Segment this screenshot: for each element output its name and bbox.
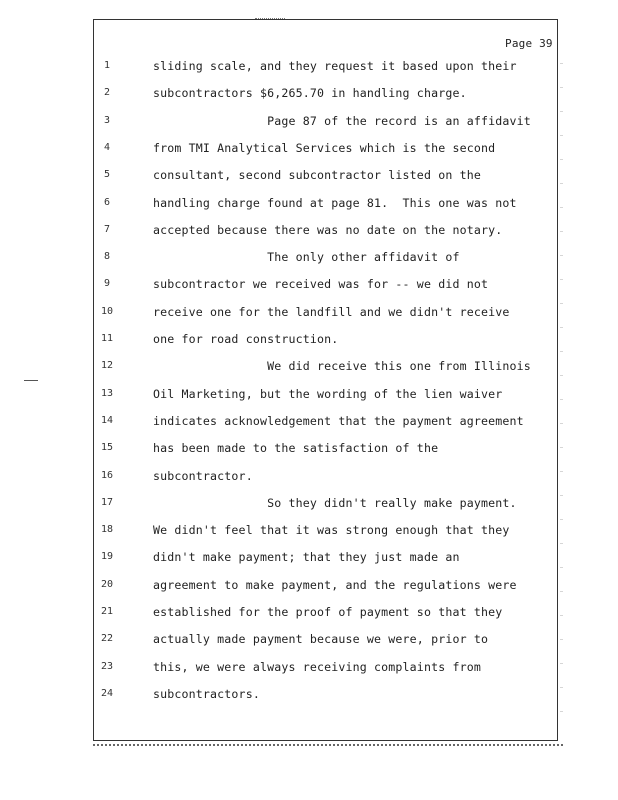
line-number: 11 xyxy=(100,333,114,344)
line-text: indicates acknowledgement that the payment agreement xyxy=(153,413,524,428)
line-number: 9 xyxy=(103,278,111,290)
line-text: So they didn't really make payment. xyxy=(153,495,517,510)
line-text: Oil Marketing, but the wording of the lien waiver xyxy=(153,386,503,401)
line-text: Page 87 of the record is an affidavit xyxy=(153,113,531,128)
line-number: 22 xyxy=(100,633,114,645)
line-number: 2 xyxy=(103,87,111,99)
line-text: We did receive this one from Illinois xyxy=(153,359,531,374)
line-text: subcontractor we received was for -- we did not xyxy=(153,277,489,292)
line-text: agreement to make payment, and the regulations were xyxy=(153,577,517,592)
line-number: 13 xyxy=(100,387,114,399)
line-number: 20 xyxy=(100,578,114,590)
line-text: The only other affidavit of xyxy=(153,250,460,265)
line-text: established for the proof of payment so that they xyxy=(153,605,503,619)
line-number: 19 xyxy=(100,551,114,563)
line-text: sliding scale, and they request it based upon their xyxy=(153,59,517,73)
line-number: 16 xyxy=(100,469,114,481)
line-text: from TMI Analytical Services which is the second xyxy=(153,140,496,155)
line-number: 5 xyxy=(103,169,111,181)
line-text: receive one for the landfill and we didn't receive xyxy=(153,304,510,319)
line-number: 23 xyxy=(100,660,114,672)
line-text: didn't make payment; that they just made an xyxy=(153,550,460,565)
scan-mark-bottom xyxy=(93,744,563,746)
line-text: subcontractor. xyxy=(153,468,253,483)
line-number: 18 xyxy=(100,524,114,536)
page-number: Page 39 xyxy=(505,37,553,50)
line-number: 8 xyxy=(103,251,111,263)
scan-speckle xyxy=(560,40,563,720)
line-number: 4 xyxy=(103,141,111,153)
line-number: 21 xyxy=(100,606,114,617)
line-number: 17 xyxy=(100,496,114,508)
line-text: has been made to the satisfaction of the xyxy=(153,441,439,456)
line-number: 24 xyxy=(100,687,114,699)
line-number: 6 xyxy=(103,196,111,208)
line-number: 14 xyxy=(100,414,114,426)
line-text: actually made payment because we were, prior to xyxy=(153,632,489,647)
scan-mark-left xyxy=(24,380,38,381)
line-text: subcontractors. xyxy=(153,686,260,701)
line-text: accepted because there was no date on the notary. xyxy=(153,222,503,237)
line-number: 3 xyxy=(103,114,111,126)
scan-mark-top xyxy=(255,18,285,19)
line-number: 10 xyxy=(100,305,114,317)
line-text: one for road construction. xyxy=(153,332,339,346)
line-text: consultant, second subcontractor listed on the xyxy=(153,168,481,183)
line-text: this, we were always receiving complaints from xyxy=(153,659,481,674)
line-text: subcontractors $6,265.70 in handling charge. xyxy=(153,86,467,101)
line-number: 1 xyxy=(103,60,111,71)
line-number: 7 xyxy=(103,223,111,235)
line-number: 12 xyxy=(100,360,114,372)
line-text: handling charge found at page 81. This one was not xyxy=(153,195,517,210)
line-text: We didn't feel that it was strong enough that they xyxy=(153,523,510,538)
line-number: 15 xyxy=(100,442,114,454)
